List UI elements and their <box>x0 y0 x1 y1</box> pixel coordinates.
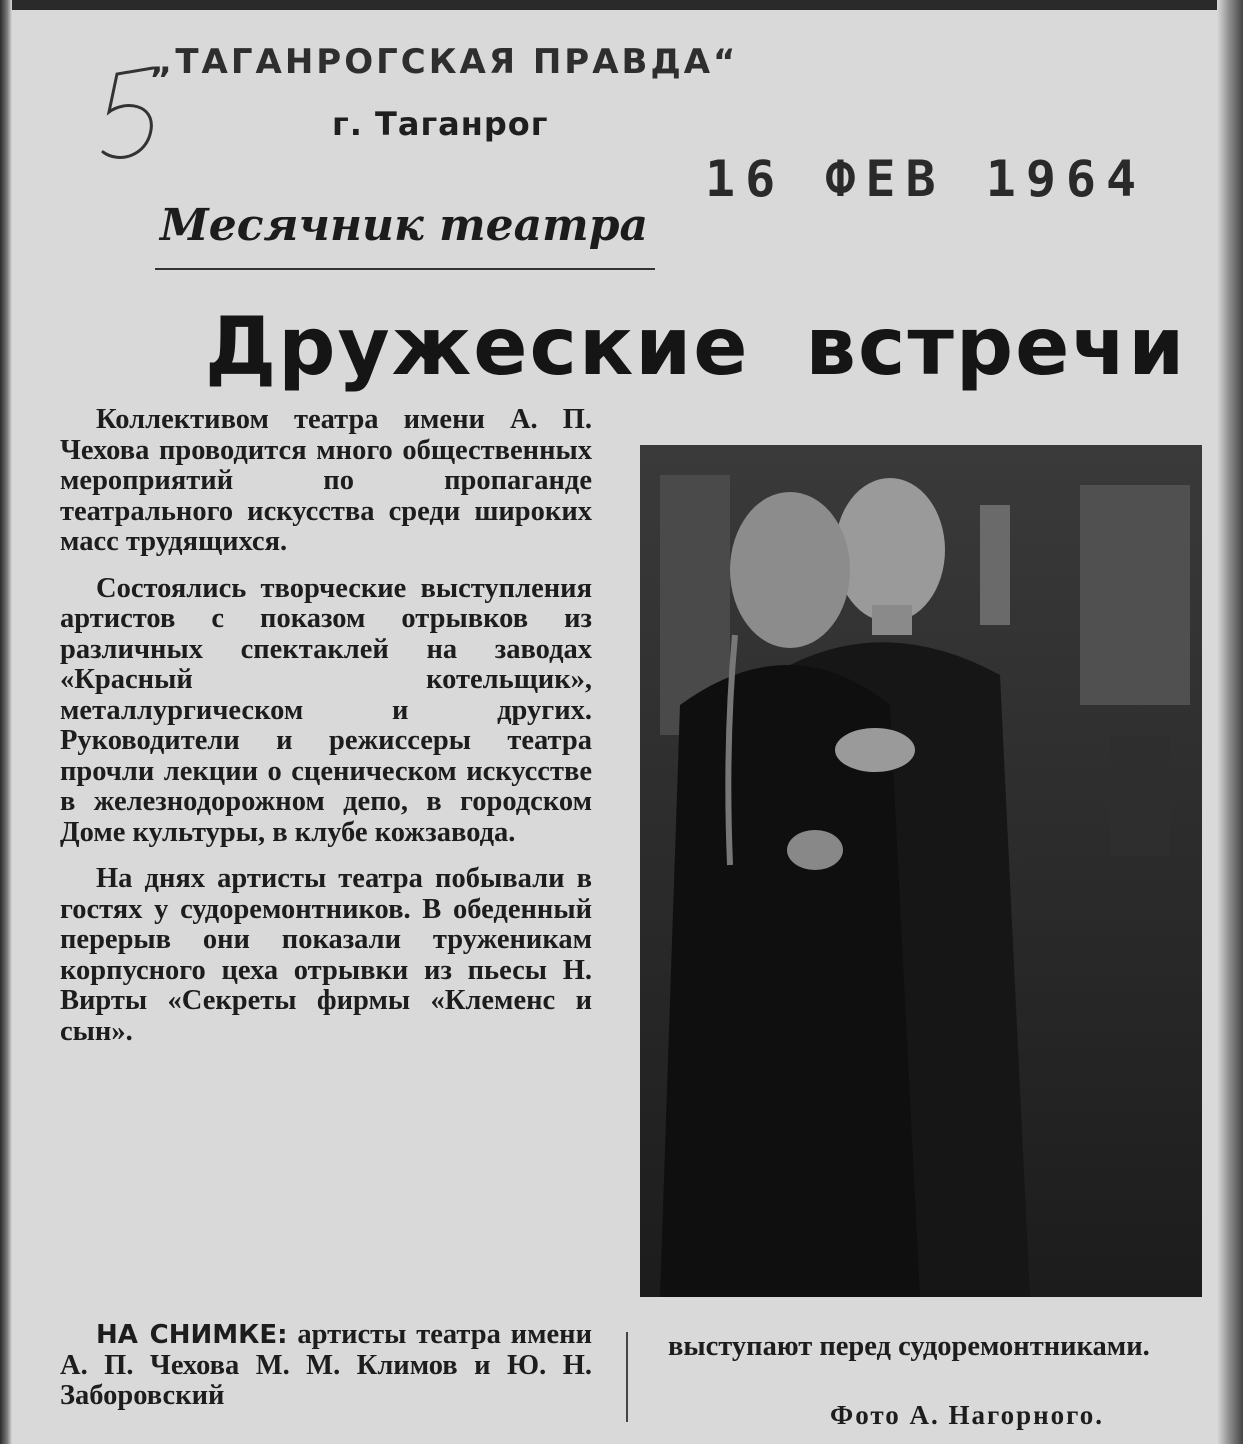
article-headline: Дружеские встречи <box>205 300 1187 393</box>
date-stamp: 16 ФЕВ 1964 <box>705 150 1147 208</box>
caption-text-right: выступают перед судоремонтниками. <box>668 1331 1150 1362</box>
article-paragraph: Состоялись творческие выступления артистов с показом отрывков из различных спектаклей на заводах «Красный котельщик», металлургическом и других. Руководители и режиссеры театра прочли лекции о сценическом искусстве в железнодорожном депо, в городском Доме культуры, в клубе кожзавода. <box>60 572 592 848</box>
article-paragraph: На днях артисты театра побывали в гостях у судоремонтников. В обеденный перерыв они показали труженикам корпусного цеха отрывки из пьесы Н. Вирты «Секреты фирмы «Клеменс и сын». <box>60 863 592 1047</box>
article-body <box>60 405 592 1047</box>
rubric-heading: Месячник театра <box>160 200 649 251</box>
scan-edge-top <box>0 0 1243 10</box>
caption-lead: НА СНИМКЕ: <box>96 1320 288 1350</box>
article-photo <box>640 445 1202 1297</box>
scan-edge-left <box>0 0 12 1444</box>
city-stamp: г. Таганрог <box>332 105 549 143</box>
caption-divider <box>626 1332 628 1422</box>
caption-text-left: артисты театра имени А. П. Чехова М. М. Климов и Ю. Н. Заборовский <box>60 1319 592 1411</box>
scan-edge-right <box>1217 0 1243 1444</box>
photo-caption <box>60 1320 592 1412</box>
article-paragraph: Коллективом театра имени А. П. Чехова проводится много общественных мероприятий по пропаганде театрального искусства среди широких масс трудящихся. <box>60 404 592 557</box>
newspaper-name-stamp: „ТАГАНРОГСКАЯ ПРАВДА“ <box>150 42 739 82</box>
photo-credit: Фото А. Нагорного. <box>830 1400 1104 1430</box>
rubric-underline <box>155 268 655 270</box>
